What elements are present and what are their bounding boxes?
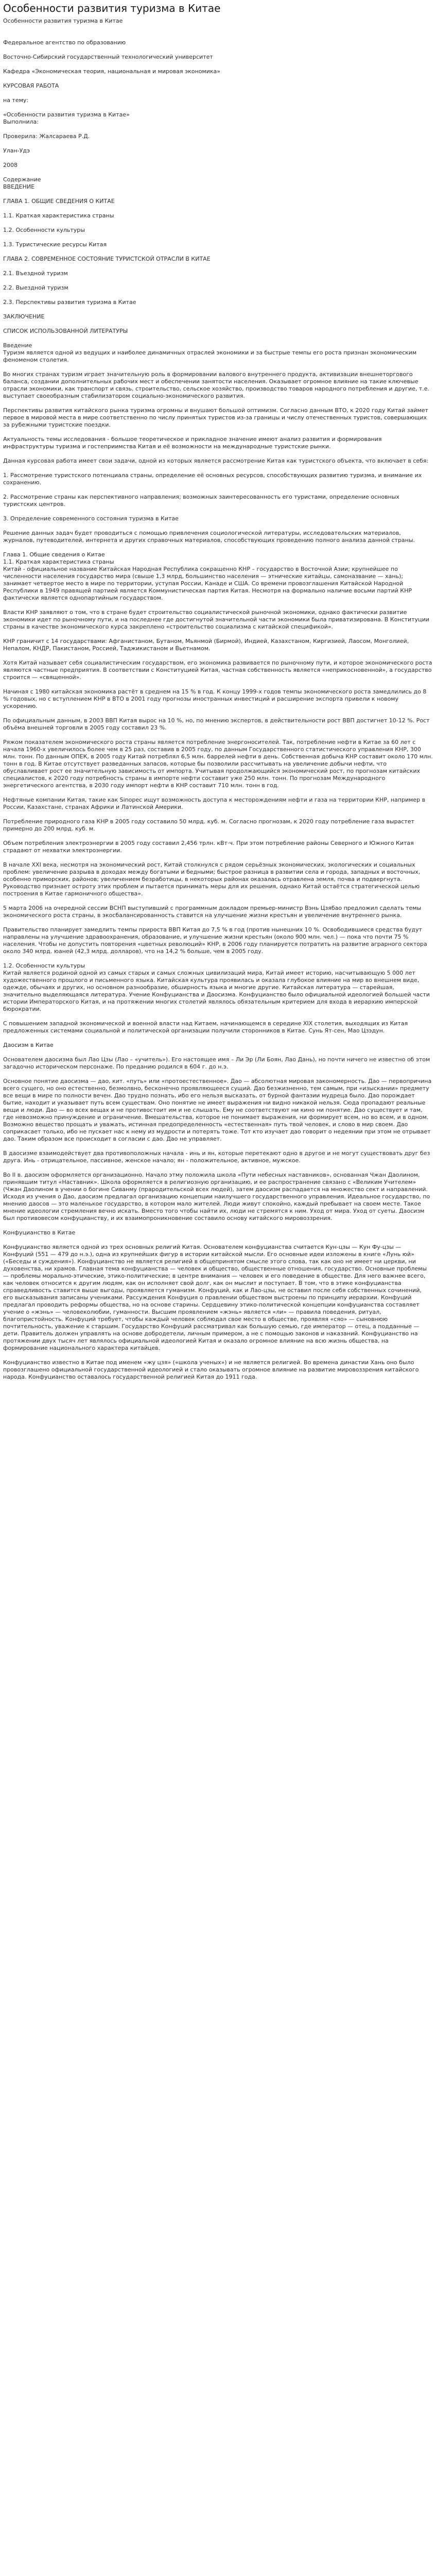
front-matter-paragraph: Федеральное агентство по образованию [3, 39, 126, 46]
body-paragraph: Конфуцианство в Китае [3, 1229, 76, 1236]
front-matter-paragraph: Кафедра «Экономическая теория, национальная и мировая экономика» [3, 68, 220, 75]
body-paragraph: Конфуцианство является одной из трех основных религий Китая. Основателем конфуцианства считается Кун-цзы — Кун Фу-цзы — Конфуций (551 — 479 до н.э.), одна из крупнейших фигур в истории китайской мысли. Его основные идеи изложены в книге «Лунь юй» («Беседы и суждения»). Конфуцианство не является религией в общепринятом смысле этого слова, так как оно не имеет ни церкви, ни духовенства, ни храмов. Главная тема конфуцианства — человек и общество, общественные отношения, государство. Основные проблемы — проблемы морально-этические, этико-политические; в центре внимания — человек и его поведение в обществе. Для него важнее всего, как человек относится к другим людям, как он исполняет свой долг, как он мыслит и поступает. В том, что в этике конфуцианства справедливость ставится выше выгоды, проявляется гуманизм. Конфуций, как и Лао-цзы, не оставил после себя собственных сочинений, его высказывания записаны учениками. Рассуждения Конфуция о правлении обществом выстроены по принципу иерархии. Конфуций предлагал проводить реформы общества, но на основе старины. Сердцевину этико-политической концепции конфуцианства составляет учение о «жэнь» — человеколюбии, гуманности. Высшим проявлением «жэнь» является «ли» — правила поведения, ритуал, благопристойность. Конфуций требует, чтобы каждый человек соблюдал свое место в обществе, проявляя «сяо» — сыновнюю почтительность, уважение к старшим. Государство Конфуций рассматривал как большую семью, где император — отец, а подданные — дети. Правитель должен управлять на основе добродетели, личным примером, а не с помощью законов и наказаний. Конфуцианство на протяжении двух тысяч лет являлось официальной идеологией Китая и оказало огромное влияние на всю жизнь общества, на формирование национального характера китайцев. [3, 1244, 429, 1351]
body-paragraph: Актуальность темы исследования - большое теоретическое и прикладное значение имеют анализ развития и формирования инфраструктуры туризма и гостеприимства Китая и её возможности на международные туристские рынки. [3, 436, 384, 450]
body-paragraph: Введение Туризм является одной из ведущих и наиболее динамичных отраслей экономики и за быстрые темпы его роста признан экономическим феноменом столетия. [3, 342, 417, 363]
body-paragraph: Данная курсовая работа имеет свои задачи, одной из которых является рассмотрение Китая как туристского объекта, что включает в себя: [3, 457, 429, 464]
body-paragraph: 1.2. Особенности культуры Китай является родиной одной из самых старых и самых сложных цивилизаций мира, Китай имеет историю, насчитывающую 5 000 лет художественного прошлого и письменного языка. Китайская культура проявилась и оказала глубокое влияние на мир во внешнем виде, одежде, обычаях и других, но основном разнообразие, обширность языка и многие другие. Китайская литература — старейшая, значительно выделяющаяся литература. Учение Конфуцианства и Даосизма. Конфуцианство было официальной идеологией большей части истории Императорского Китая, и на протяжении многих столетий являлось обязательным критерием для входа в иерархию имперской бюрократии. [3, 962, 430, 1012]
front-matter-paragraph: 2.3. Перспективы развития туризма в Китае [3, 299, 136, 306]
front-matter-paragraph: 2.2. Выездной туризм [3, 284, 68, 291]
front-matter-paragraph: на тему: [3, 97, 29, 104]
body-paragraph: Перспективы развития китайского рынка туризма огромны и внушают большой оптимизм. Согласно данным ВТО, к 2020 году Китай займет первое в мировой места в мире соответственно по числу принятых туристов из-за границы и числу отечественных туристов, совершающих за рубежными туристские поездки. [3, 407, 430, 428]
body-paragraph: Конфуцианство известно в Китае под именем «жу цзя» («школа ученых») и не является религией. Во времена династии Хань оно было провозглашено официальной государственной идеологией и стало оказывать огромное влияние на развитие мировоззрения китайского народа. Конфуцианство оставалось государственной религией Китая до 1911 года. [3, 1359, 421, 1380]
body-paragraph: Основное понятие даосизма — дао, кит. «путь» или «протоестественное». Дао — абсолютная мировая закономерность. Дао — первопричина всего сущего, но оно естественно, безмолвно, бесконечно проявляющееся сущий. Дао безжизненно, тем самым, при «изыскании» предмету все вещи в мире по полности вечен. Дао трудно познать, ибо его нельзя высказать, от бурной фантазии мудреца было. Дао порождает бытие, находит и указывает путь всем существам. Оно понятие не имеет выражения ни видно никакой нельзя. Сюда пропадают реальные вещи и люди. Дао — во всех вещах и не противостоит им и не слышать. Ему не соответствуют ни кино ни понятие. Дао существует и там, где невозможно принуждение и ограничение. Вмешательства, которое не понимает выражения, ни формирует всем, но во всем, и в одном. Возможно вещество прощать и уважать, истинная предопределенность «естественная» путь твой человек, и слово в мир своем. Дао соприкасает только, ибо не пускает нас к нему из мудрости и потерять тоже. Тот кто изучает дао говорит о недеянии при этом не отрывает дао. Таким образом все происходит в согласии с дао. Дао не управляет. [3, 1078, 433, 1142]
front-matter-paragraph: Восточно-Сибирский государственный технологический университет [3, 54, 213, 60]
front-matter-paragraph: «Особенности развития туризма в Китае» Выполнила: [3, 111, 130, 125]
front-matter-paragraph: КУРСОВАЯ РАБОТА [3, 82, 59, 89]
front-matter-paragraph: 2.1. Въездной туризм [3, 270, 68, 277]
front-matter-paragraph: ЗАКЛЮЧЕНИЕ [3, 313, 45, 320]
body-paragraph: Основателем даосизма был Лао Цзы (Лао – «учитель»). Его настоящее имя – Ли Эр (Ли Боян, Лао Дань), но почти ничего не известно об этом загадочно историческом персонаже. По преданию родился в 604 г. до н.э. [3, 1056, 432, 1070]
body-paragraph: 3. Определение современного состояния туризма в Китае [3, 515, 179, 522]
body-paragraph: Власти КНР заявляют о том, что в стране будет строительство социалистической рыночной экономики, однако фактически развитие экономики идет по рыночному пути, и на последнее где достигнутой значительной части экономики была приватизирована. В Конституции страны в качестве экономического курса закреплено «строительство социализма с китайской спецификой». [3, 609, 431, 630]
body-paragraph: Начиная с 1980 китайская экономика растёт в среднем на 15 % в год. К концу 1999-х годов темпы экономического роста замедлились до 8 % годовых, но с вступлением КНР в ВТО в 2001 году прогнозы иностранных инвестиций и расширение экспорта привели к новому ускорению. [3, 688, 428, 709]
body-paragraph: Во II в. даосизм оформляется организационно. Начало этму положила школа «Пути небесных наставников», основанная Чжан Даолином, принявшим титул «Наставник». Школа оформляется в религиозную организацию, и ее распространение связано с «Великим Учителем» (Чжан Даолином в учении о богине Сиванму (прародительской всех людей), затем даосизм распадается на множество сект и направлений. Исходя из учения о Дао, даосизм предлагал организацию концепции наилучшего государственного управления. Идеальное государство, по мнению даосов — это маленькое государство, в котором мало жителей. Люди живут спокойно, каждый пребывает на своем месте. Такое мнение идеологии стремления вечно искать. Вместо того чтобы найти их, люди не стремятся к ним. Уход от мира. Уход от суеты. Даосизм был противовесом конфуцианству, и их взаимопроникновение составило основу китайского мировоззрения. [3, 1172, 432, 1222]
document-subtitle: Особенности развития туризма в Китае [3, 18, 123, 24]
front-matter-paragraph: СПИСОК ИСПОЛЬЗОВАННОЙ ЛИТЕРАТУРЫ [3, 328, 128, 334]
body-paragraph: Ряжом показателем экономического роста страны является потребление энергоносителей. Так, потребление нефти в Китае за 60 лет с начала 1960-х увеличилось более чем в 25 раз, составив в 2005 году, по данным Государственного статистического управления КНР, 300 млн. тонн. По данным ОПЕК, в 2005 году Китай потреблял 6,5 млн. баррелей нефти в день. Собственная добыча КНР составит около 170 млн. тонн в год. В Китае отсутствует разведанных запасов, которые бы позволили рассчитывать на увеличение добычи нефти, что обуславливает рост ее значительную зависимость от импорта. Учитывая продолжающийся экономический рост, по прогнозам китайских специалистов, к 2020 году потребность страны в импорте нефти составит уже 250 млн. тонн. По прогнозам Международного энергетического агентства, в 2030 году импорт нефти в КНР составит 710 млн. тонн в год. [3, 739, 435, 789]
front-matter-paragraph: Улан-Удэ [3, 147, 30, 154]
body-paragraph: Нефтяные компании Китая, такие как Sinopec ищут возможность доступа к месторождениям нефти и газа на территории КНР, например в России, Казахстане, странах Африки и Латинской Америки. [3, 796, 427, 810]
front-matter-paragraph: ГЛАВА 1. ОБЩИЕ СВЕДЕНИЯ О КИТАЕ [3, 198, 115, 205]
front-matter-paragraph: 2008 [3, 162, 18, 168]
front-matter-paragraph: Содержание ВВЕДЕНИЕ [3, 176, 41, 190]
body-paragraph: Во многих странах туризм играет значительную роль в формировании валового внутреннего продукта, активизации внешнеторгового баланса, создании дополнительных рабочих мест и обеспечении занятости населения. Оказывает огромное влияние на такие ключевые отрасли экономики, как транспорт и связь, строительство, сельское хозяйство, производство товаров народного потребления и другие, т.е. выступает своеобразным стабилизатором социально-экономического развития. [3, 371, 431, 399]
body-paragraph: Даосизм в Китае [3, 1042, 54, 1048]
body-paragraph: 1. Рассмотрение туристского потенциала страны, определение её основных ресурсов, способствующих развитию туризма, и внимание их сохранению. [3, 472, 424, 486]
front-matter-paragraph: 1.1. Краткая характеристика страны [3, 212, 114, 219]
body-paragraph: В начале XXI века, несмотря на экономический рост, Китай столкнулся с рядом серьёзных экономических, экологических и социальных проблем: увеличение разрыва в доходах между богатыми и бедными; быстрое разница в развитии села и города, западных и восточных, особенно приморских, районов; увеличением безработицы, в некоторых районах оказалась отравлена земля, почва и подвергнута. Руководство признает остроту этих проблем и пытается принимать меры для их решения, однако Китай остаётся стратегической целью построения в Китае гармоничного общества». [3, 861, 422, 897]
front-matter-paragraph: 1.3. Туристические ресурсы Китая [3, 241, 107, 248]
front-matter-paragraph: 1.2. Особенности культуры [3, 227, 85, 233]
body-paragraph: Правительство планирует замедлить темпы прироста ВВП Китая до 7,5 % в год (против нынешних 10 %. Освободившиеся средства будут направлены на улучшение здравоохранения, образование, и улучшение жизни крестьян (около 900 млн. чел.) — пока что почти 75 % населения. Чтобы не допустить повторения «цветных революций» КНР, в 2006 году планируется потратить на развитие аграрного сектора около 340 млрд. юаней (42,3 млрд. долларов), что на 14,2 % больше, чем в 2005 году. [3, 926, 429, 955]
front-matter [3, 39, 433, 335]
body-paragraph: Решение данных задач будет проводиться с помощью привлечения социологической литературы, исследовательских материалов, журналов, путеводителей, интернета и других справочных материалов, способствующих проведению полного анализа данной страны. [3, 530, 415, 544]
body-paragraph: В даосизме взаимодействует два противоположных начала - инь и ян, которые перетекают одно в другое и не могут существовать друг без друга. Инь - отрицательное, пассивное, женское начало; ян - положительное, активное, мужское. [3, 1150, 432, 1164]
document-body [3, 342, 433, 1381]
body-paragraph: Потребление природного газа КНР в 2005 году составило 50 млрд. куб. м. Согласно прогнозам, к 2020 году потребление газа вырастет примерно до 200 млрд. куб. м. [3, 818, 416, 832]
front-matter-paragraph: ГЛАВА 2. СОВРЕМЕННОЕ СОСТОЯНИЕ ТУРИСТСКОЙ ОТРАСЛИ В КИТАЕ [3, 256, 211, 262]
page-title: Особенности развития туризма в Китае [3, 2, 221, 14]
body-paragraph: КНР граничит с 14 государствами: Афганистаном, Бутаном, Мьянмой (Бирмой), Индией, Казахстаном, Киргизией, Лаосом, Монголией, Непалом, КНДР, Пакистаном, Россией, Таджикистаном и Вьетнамом. [3, 638, 411, 652]
body-paragraph: Объем потребления электроэнергии в 2005 году составил 2,456 трлн. кВт·ч. При этом потребление районы Северного и Южного Китая страдают от нехватки электроэнергии. [3, 840, 416, 854]
body-paragraph: Хотя Китай называет себя социалистическим государством, его экономика развивается по рыночному пути, и которое экономического роста являются частные предприятия. В соответствии с Конституцией Китая, частная собственность является «неприкосновенной», а государство строится — «священной». [3, 659, 434, 681]
body-paragraph: 2. Рассмотрение страны как перспективного направления; возможных заинтересованность его туристами, определение основных туристских центров. [3, 494, 402, 507]
front-matter-paragraph: Проверила: Жалсараева Р.Д. [3, 133, 90, 140]
body-paragraph: Глава 1. Общие сведения о Китае 1.1. Краткая характеристика страны Китай - официальное название Китайская Народная Республика сокращенно КНР – государство в Восточной Азии; крупнейшее по численности населения государство мира (свыше 1,3 млрд, большинство населения — этнические китайцы, самоназвание — хань); занимает четвертое место в мире по территории, уступая России, Канаде и США. Со времени провозглашения Китайской Народной Республики в 1949 правящей партией является Коммунистическая партия Китая. Несмотря на формально наличие восьми партий КНР фактически является однопартийным государством. [3, 551, 412, 601]
body-paragraph: По официальным данным, в 2003 ВВП Китая вырос на 10 %, но, по мнению экспертов, в действительности рост ВВП достигнет 10-12 %. Рост объёма внешней торговли в 2005 году составил 23 %. [3, 717, 432, 731]
body-paragraph: С повышением западной экономической и военной власти над Китаем, начинающемся в середине XIX столетия, выходящих из Китая предложенных системами социальной и политической организации получили сторонников в Китае. Сунь Ят-сен, Мао Цзэдун. [3, 1020, 410, 1034]
body-paragraph: 5 марта 2006 на очередной сессии ВСНП выступивший с программным докладом премьер-министр Вэнь Цзябао предложил сделать темы экономического роста страны, в экосбалансированность ставится на улучшение жизни крестьян и увеличение внутреннего рынка. [3, 905, 423, 919]
